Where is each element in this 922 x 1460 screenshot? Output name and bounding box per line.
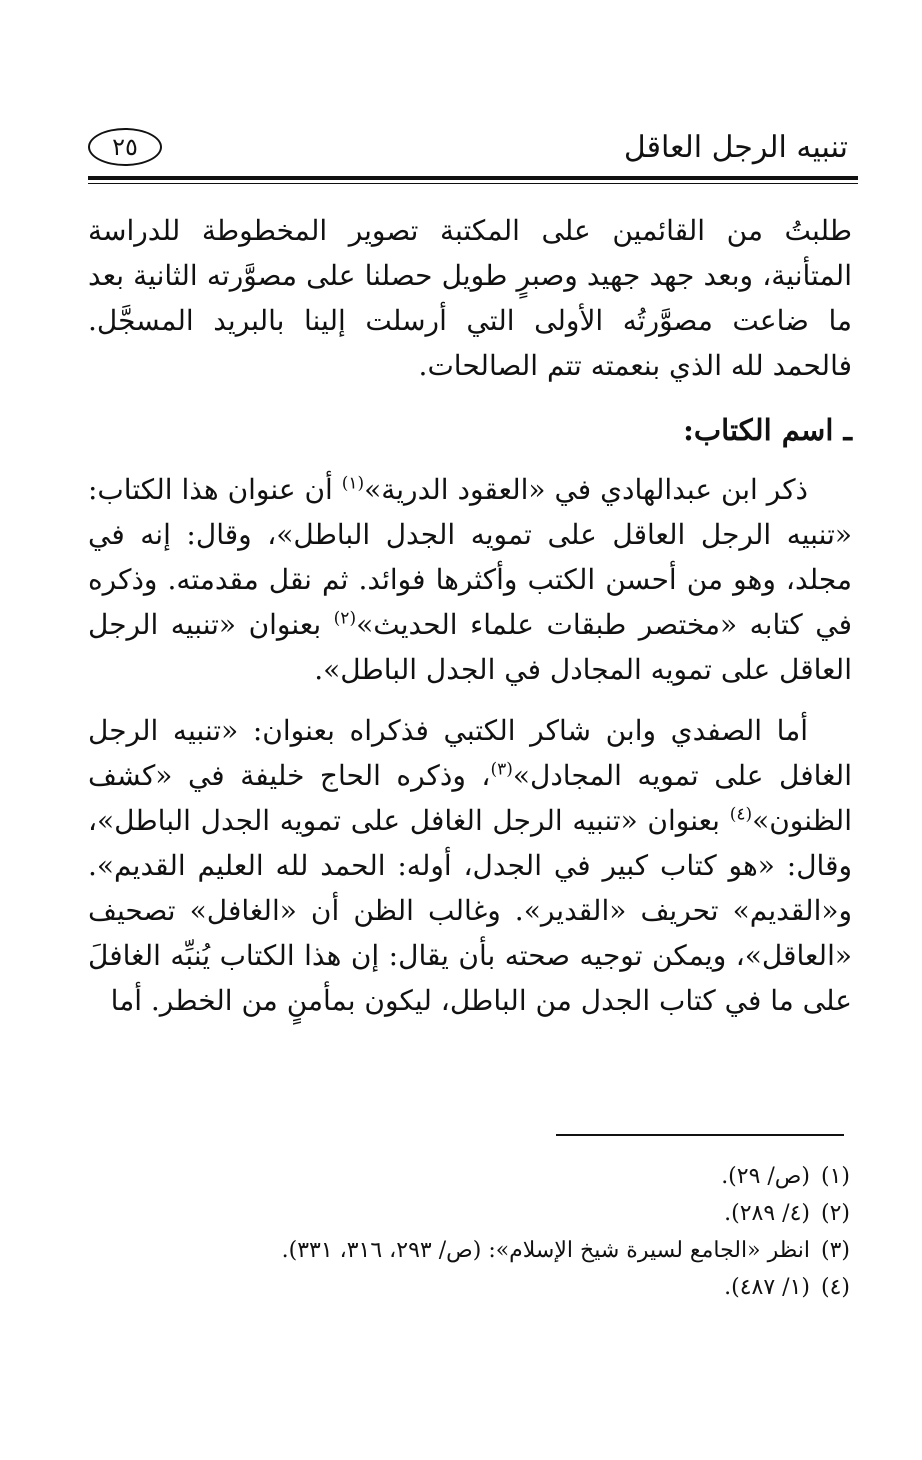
footnote-ref: (٤)	[729, 804, 753, 825]
paragraph-text: بعنوان «تنبيه الرجل العاقل على تمويه المجادل في الجدل الباطل».	[88, 608, 852, 686]
main-text	[88, 208, 852, 1023]
footnote-ref: (٢)	[333, 608, 357, 629]
footnote-item	[88, 1158, 850, 1195]
footnote-text: (١/ ٤٨٧).	[724, 1275, 810, 1300]
footnote-item	[88, 1269, 850, 1306]
footnote-item	[88, 1195, 850, 1232]
footnote-text: انظر «الجامع لسيرة شيخ الإسلام»: (ص/ ٢٩٣، ٣١٦، ٣٣١).	[281, 1238, 810, 1263]
header-rule-thin	[88, 183, 858, 184]
footnote-number: (١)	[820, 1164, 850, 1189]
footnote-text: (ص/ ٢٩).	[721, 1164, 810, 1189]
paragraph-text: أما الصفدي وابن شاكر الكتبي فذكراه بعنوان: «تنبيه الرجل الغافل على تمويه المجادل»	[88, 714, 852, 792]
running-title: تنبيه الرجل العاقل	[623, 130, 848, 165]
footnote-number: (٢)	[820, 1201, 850, 1226]
footnote-separator	[556, 1134, 844, 1136]
footnotes	[88, 1158, 850, 1306]
paragraph-text: ، وذكره الحاج خليفة في «كشف الظنون»	[88, 759, 852, 837]
paragraph-book-title	[88, 467, 852, 692]
page-header	[88, 128, 850, 172]
paragraph-manuscript: طلبتُ من القائمين على المكتبة تصوير المخطوطة للدراسة المتأنية، وبعد جهد جهيد وصبرٍ طويل حصلنا على مصوَّرته الثانية بعد ما ضاعت مصوَّرتُه الأولى التي أرسلت إلينا بالبريد المسجَّل. فالحمد لله الذي بنعمته تتم الصالحات.	[88, 214, 852, 382]
footnote-ref: (١)	[341, 473, 365, 494]
paragraph-text: أن عنوان هذا الكتاب: «تنبيه الرجل العاقل على تمويه الجدل الباطل»، وقال: إنه في مجلد، وهو من أحسن الكتب وأكثرها فوائد. ثم نقل مقدمته. وذكره في كتابه «مختصر طبقات علماء الحديث»	[88, 473, 852, 641]
footnote-number: (٣)	[820, 1238, 850, 1263]
footnote-number: (٤)	[820, 1275, 850, 1300]
section-heading: ـ اسم الكتاب:	[683, 413, 852, 447]
footnote-item	[88, 1232, 850, 1269]
paragraph-text: ذكر ابن عبدالهادي في «العقود الدرية»	[364, 473, 808, 506]
page-number: ٢٥	[88, 128, 162, 166]
footnote-ref: (٣)	[490, 759, 513, 780]
header-rule	[88, 176, 858, 180]
paragraph-other-titles	[88, 708, 852, 1023]
paragraph-text: بعنوان «تنبيه الرجل الغافل على تمويه الجدل الباطل»، وقال: «هو كتاب كبير في الجدل، أوله: الحمد لله العليم القديم». و«القديم» تحريف «القدير». وغالب الظن أن «الغافل» تصحيف «العاقل»، ويمكن توجيه صحته بأن يقال: إن هذا الكتاب يُنبِّه الغافلَ على ما في كتاب الجدل من الباطل، ليكون بمأمنٍ من الخطر. أما	[88, 804, 852, 1017]
footnote-text: (٤/ ٢٨٩).	[724, 1201, 810, 1226]
